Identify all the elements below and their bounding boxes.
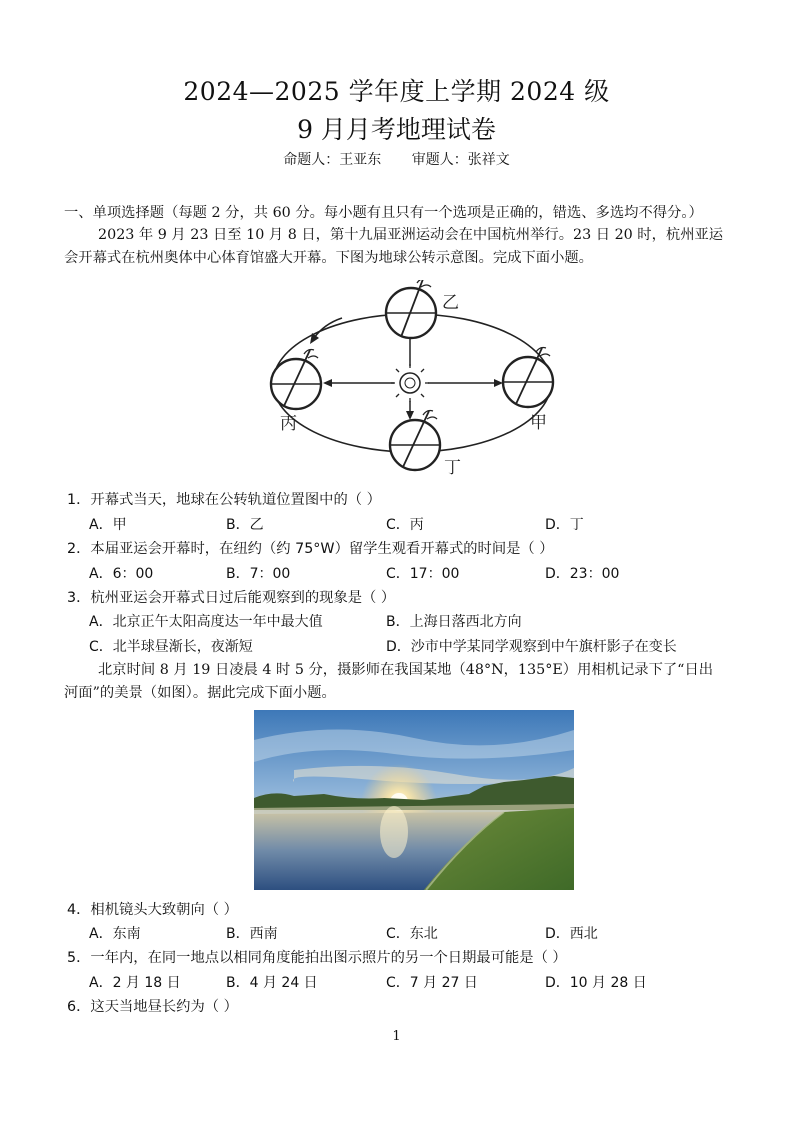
- passage2-line1: 北京时间 8 月 19 日凌晨 4 时 5 分，摄影师在我国某地（48°N，135°E）用相机记录下了“日出: [98, 662, 714, 678]
- q3-option-d[interactable]: D．沙市中学某同学观察到中午旗杆影子在变长: [386, 639, 677, 655]
- q1-option-c[interactable]: C．丙: [386, 517, 424, 533]
- sunrise-river-photo: [254, 710, 574, 890]
- arrow-head-left: [323, 379, 332, 387]
- earth-orbit-diagram: [260, 280, 570, 480]
- label-jia: 甲: [530, 413, 547, 433]
- q5-option-a[interactable]: A．2 月 18 日: [89, 975, 181, 991]
- q5-option-c[interactable]: C．7 月 27 日: [386, 975, 478, 991]
- exam-title-line2: 9 月月考地理试卷: [297, 115, 496, 144]
- arrow-head-right: [494, 379, 503, 387]
- q3-option-b[interactable]: B．上海日落西北方向: [386, 614, 522, 630]
- exam-authors: [0, 149, 793, 169]
- author-reviewer: 审题人：张祥文: [411, 152, 510, 168]
- passage1-line1: 2023 年 9 月 23 日至 10 月 8 日，第十九届亚洲运动会在中国杭州举行。23 日 20 时，杭州亚运: [98, 227, 724, 243]
- q3-option-c[interactable]: C．北半球昼渐长，夜渐短: [89, 639, 253, 655]
- earth-right-icon: [503, 348, 553, 408]
- exam-title-line1: 2024—2025 学年度上学期 2024 级: [183, 77, 610, 106]
- label-ding: 丁: [444, 458, 461, 478]
- section-heading: 一、单项选择题（每题 2 分，共 60 分。每小题有且只有一个选项是正确的，错选、多选均不得分。）: [64, 205, 703, 221]
- q2-option-b[interactable]: B．7：00: [226, 566, 291, 582]
- q1-option-d[interactable]: D．丁: [545, 517, 584, 533]
- earth-bottom-icon: [390, 411, 440, 471]
- q2-option-a[interactable]: A．6：00: [89, 566, 154, 582]
- q1-option-b[interactable]: B．乙: [226, 517, 264, 533]
- passage1-line2: 会开幕式在杭州奥体中心体育馆盛大开幕。下图为地球公转示意图。完成下面小题。: [64, 250, 593, 266]
- author-setter: 命题人：王亚东: [283, 152, 382, 168]
- q4-option-a[interactable]: A．东南: [89, 926, 141, 942]
- q2-option-c[interactable]: C．17：00: [386, 566, 460, 582]
- question-6-stem: 6．这天当地昼长约为（ ）: [67, 999, 238, 1015]
- question-4-stem: 4．相机镜头大致朝向（ ）: [67, 902, 238, 918]
- page-number: 1: [392, 1029, 401, 1044]
- label-yi: 乙: [442, 293, 459, 313]
- question-3-stem: 3．杭州亚运会开幕式日过后能观察到的现象是（ ）: [67, 590, 396, 606]
- passage2-line2: 河面”的美景（如图）。据此完成下面小题。: [64, 685, 336, 701]
- q2-option-d[interactable]: D．23：00: [545, 566, 620, 582]
- q4-option-c[interactable]: C．东北: [386, 926, 438, 942]
- question-1-stem: 1．开幕式当天，地球在公转轨道位置图中的（ ）: [67, 492, 381, 508]
- earth-top-icon: [386, 280, 436, 338]
- question-5-stem: 5．一年内，在同一地点以相同角度能拍出图示照片的另一个日期最可能是（ ）: [67, 950, 567, 966]
- earth-left-icon: [271, 350, 321, 410]
- q3-option-a[interactable]: A．北京正午太阳高度达一年中最大值: [89, 614, 323, 630]
- arrow-head-bottom: [406, 411, 414, 420]
- q1-option-a[interactable]: A．甲: [89, 517, 127, 533]
- question-2-stem: 2．本届亚运会开幕时，在纽约（约 75°W）留学生观看开幕式的时间是（ ）: [67, 541, 554, 557]
- label-bing: 丙: [280, 414, 297, 434]
- sun-icon: [391, 364, 429, 402]
- q4-option-d[interactable]: D．西北: [545, 926, 598, 942]
- q5-option-b[interactable]: B．4 月 24 日: [226, 975, 318, 991]
- q4-option-b[interactable]: B．西南: [226, 926, 278, 942]
- q5-option-d[interactable]: D．10 月 28 日: [545, 975, 647, 991]
